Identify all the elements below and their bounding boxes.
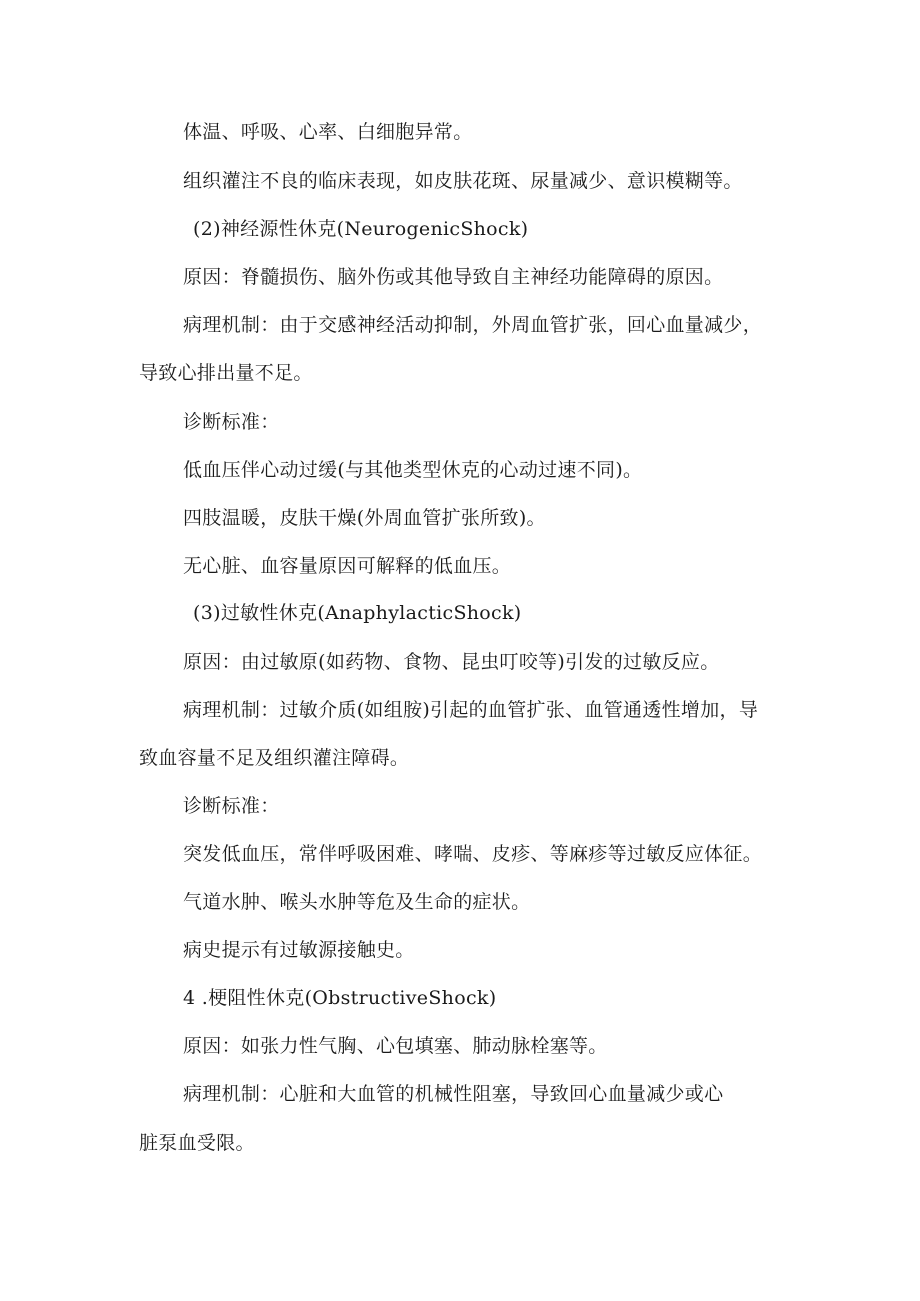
paragraph-line: 低血压伴心动过缓(与其他类型休克的心动过速不同)。 [183,459,643,481]
section-heading: (2)神经源性休克(NeurogenicShock) [193,218,529,240]
paragraph-line: 原因：脊髓损伤、脑外伤或其他导致自主神经功能障碍的原因。 [183,266,724,288]
subheading: 诊断标准： [183,411,280,433]
paragraph-line: 四肢温暖，皮肤干燥(外周血管扩张所致)。 [183,507,546,529]
paragraph-line: 脏泵血受限。 [139,1132,255,1154]
paragraph-line: 体温、呼吸、心率、白细胞异常。 [183,121,473,143]
section-heading: 4 .梗阻性休克(ObstructiveShock) [183,987,497,1009]
paragraph-line: 组织灌注不良的临床表现，如皮肤花斑、尿量减少、意识模糊等。 [183,170,743,192]
paragraph-line: 气道水肿、喉头水肿等危及生命的症状。 [183,891,531,913]
paragraph-line: 无心脏、血容量原因可解释的低血压。 [183,555,512,577]
paragraph-line: 病理机制：过敏介质(如组胺)引起的血管扩张、血管通透性增加，导 [183,699,759,721]
paragraph-line: 致血容量不足及组织灌注障碍。 [139,747,410,769]
paragraph-line: 导致心排出量不足。 [139,362,313,384]
paragraph-line: 原因：如张力性气胸、心包填塞、肺动脉栓塞等。 [183,1035,608,1057]
paragraph-line: 病理机制：由于交感神经活动抑制，外周血管扩张，回心血量减少， [183,314,763,336]
paragraph-line: 病史提示有过敏源接触史。 [183,939,415,961]
paragraph-line: 病理机制：心脏和大血管的机械性阻塞，导致回心血量减少或心 [183,1083,724,1105]
section-heading: (3)过敏性休克(AnaphylacticShock) [193,602,522,624]
paragraph-line: 原因：由过敏原(如药物、食物、昆虫叮咬等)引发的过敏反应。 [183,651,720,673]
subheading: 诊断标准： [183,795,280,817]
paragraph-line: 突发低血压，常伴呼吸困难、哮喘、皮疹、等麻疹等过敏反应体征。 [183,843,763,865]
